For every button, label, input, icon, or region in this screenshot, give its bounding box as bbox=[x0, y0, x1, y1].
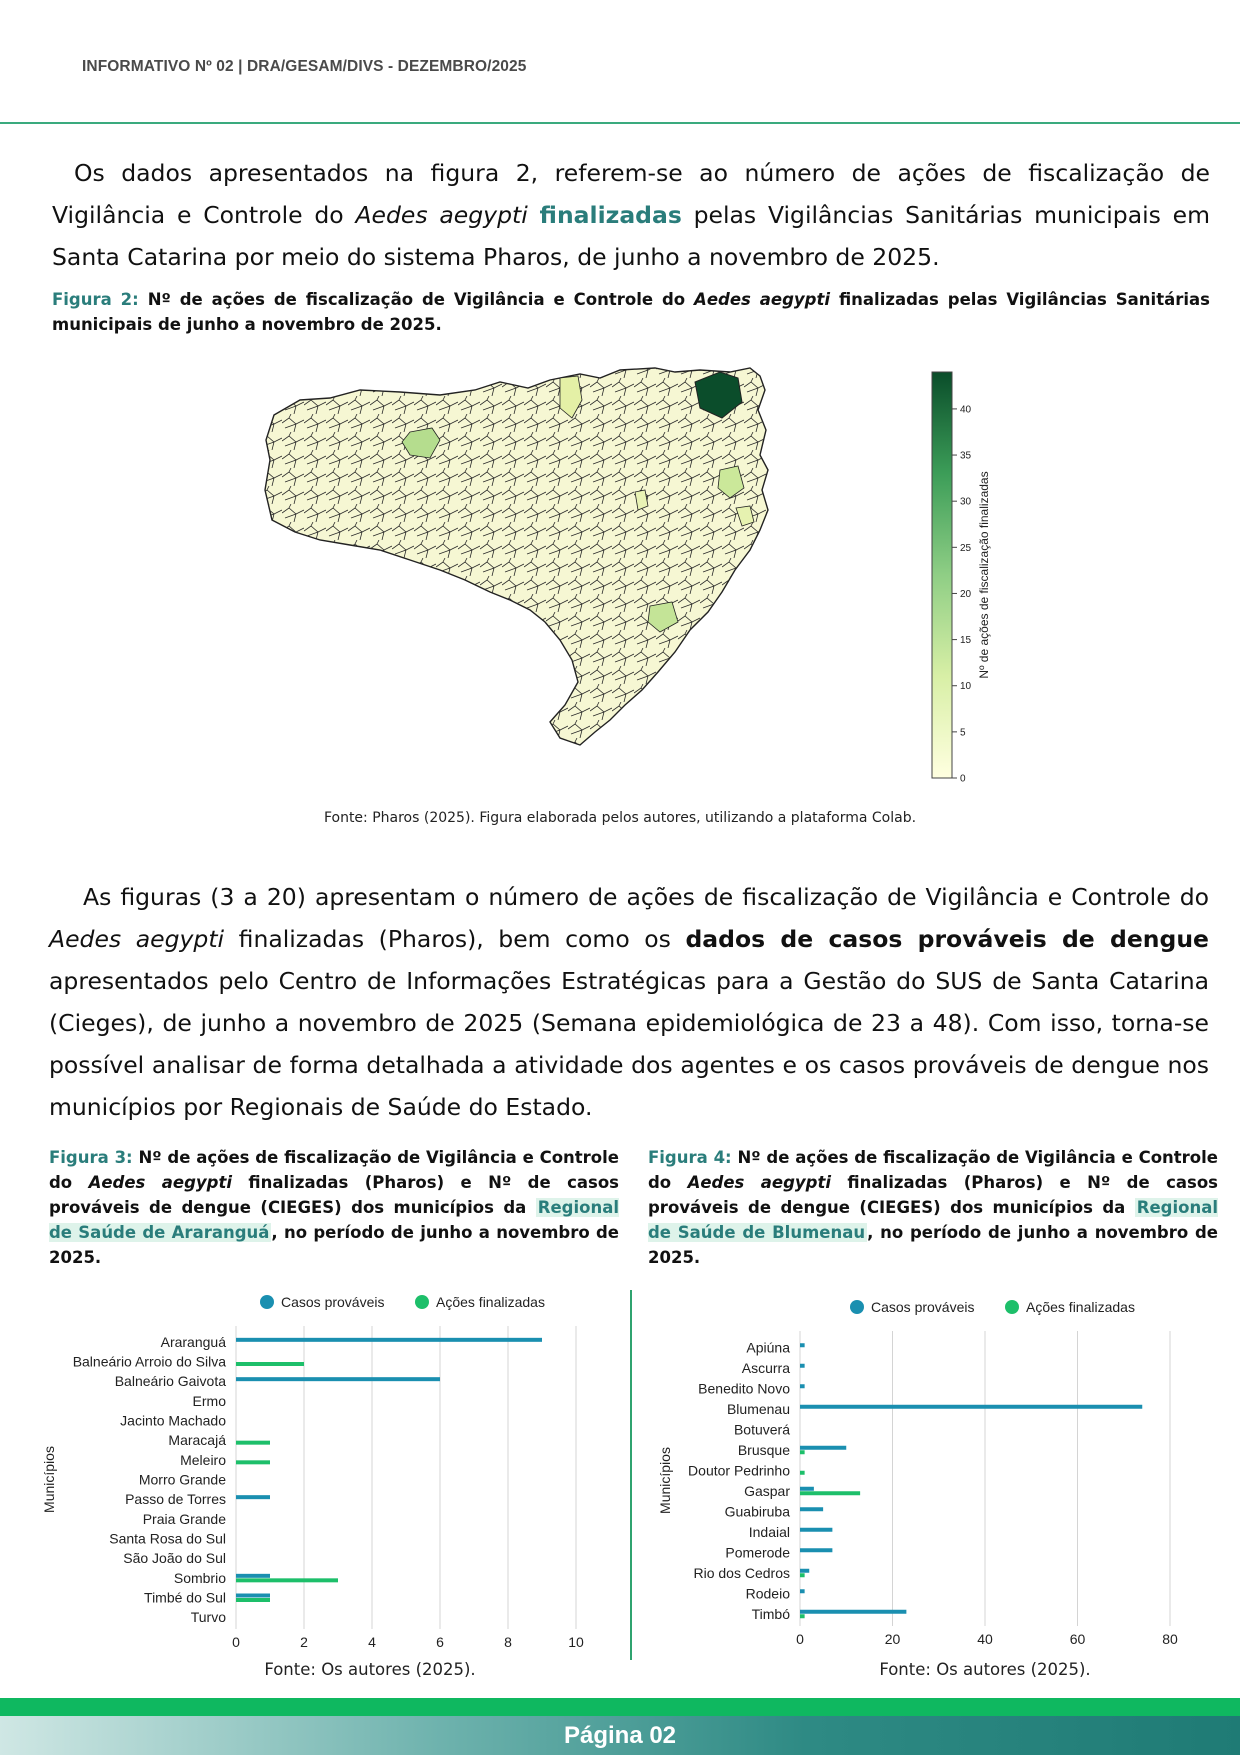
x-tick-label: 60 bbox=[1069, 1631, 1086, 1647]
bar bbox=[800, 1446, 846, 1450]
bar bbox=[800, 1450, 805, 1454]
colorbar-tick-label: 30 bbox=[960, 496, 972, 508]
legend-label: Casos prováveis bbox=[281, 1294, 385, 1310]
bar bbox=[800, 1471, 805, 1475]
footer-bar bbox=[0, 1716, 1240, 1755]
x-tick-label: 10 bbox=[568, 1634, 584, 1650]
colorbar-tick-label: 25 bbox=[960, 542, 972, 554]
category-label: Brusque bbox=[737, 1441, 790, 1458]
category-label: Guabiruba bbox=[724, 1503, 790, 1520]
figure2-text-b: finalizadas pelas Vigilâncias Sanitárias municipais de junho a novembro de 2025. bbox=[52, 290, 1210, 334]
figure4-text-a: Nº de ações de fiscalização de Vigilância e Controle do bbox=[648, 1148, 1218, 1192]
bar bbox=[236, 1598, 270, 1602]
bar bbox=[800, 1405, 1142, 1409]
colorbar-tick-label: 15 bbox=[960, 635, 972, 647]
para2-text-a: As figuras (3 a 20) apresentam o número de ações de fiscalização de Vigilância e Controle do bbox=[83, 883, 1209, 911]
bar bbox=[800, 1589, 805, 1593]
figure3-source: Fonte: Os autores (2025). bbox=[264, 1660, 476, 1679]
bar bbox=[800, 1614, 805, 1618]
category-label: Passo de Torres bbox=[125, 1491, 226, 1508]
colorbar-tick-label: 10 bbox=[960, 681, 972, 693]
legend-swatch bbox=[850, 1300, 864, 1314]
figure2-source: Fonte: Pharos (2025). Figura elaborada pelos autores, utilizando a plataforma Colab. bbox=[323, 810, 917, 826]
category-label: Meleiro bbox=[180, 1451, 226, 1468]
figure2-species: Aedes aegypti bbox=[694, 290, 831, 309]
bar bbox=[236, 1338, 542, 1342]
bar bbox=[236, 1460, 270, 1464]
category-label: Sombrio bbox=[173, 1569, 226, 1586]
para2-species: Aedes aegypti bbox=[49, 925, 225, 953]
figure3-species: Aedes aegypti bbox=[88, 1173, 233, 1192]
category-label: Ascurra bbox=[741, 1359, 790, 1376]
figure4-caption bbox=[648, 1145, 1218, 1270]
bar bbox=[800, 1610, 906, 1614]
legend-swatch bbox=[260, 1295, 274, 1309]
category-label: Maracajá bbox=[168, 1432, 226, 1449]
category-label: Gaspar bbox=[744, 1482, 790, 1499]
x-tick-label: 8 bbox=[504, 1634, 512, 1650]
colorbar-tick-label: 35 bbox=[960, 450, 972, 462]
bar bbox=[236, 1377, 440, 1381]
x-tick-label: 20 bbox=[884, 1631, 901, 1647]
bar bbox=[800, 1364, 805, 1368]
figure3-chart-svg bbox=[30, 1285, 620, 1660]
document-header: INFORMATIVO Nº 02 | DRA/GESAM/DIVS - DEZEMBRO/2025 bbox=[82, 58, 527, 75]
figure2-label: Figura 2: bbox=[52, 290, 139, 309]
x-tick-label: 40 bbox=[977, 1631, 993, 1647]
para2-text-c: apresentados pelo Centro de Informações Estratégicas para a Gestão do SUS de Santa Catarina (Cieges), de junho a novembro de 2025 (Semana epidemiológica de 23 a 48). Com isso, torna-se possível analisar de forma detalhada a atividade dos agentes e os casos prováveis de dengue nos municípios por Regionais de Saúde do Estado. bbox=[49, 967, 1209, 1121]
figure3-caption bbox=[49, 1145, 619, 1270]
colorbar-tick-label: 40 bbox=[960, 404, 972, 416]
colorbar-label: Nº de ações de fiscalização finalizadas bbox=[977, 471, 991, 679]
figure4-text-c: , no período de junho a novembro de 2025. bbox=[648, 1223, 1218, 1267]
intro-paragraph bbox=[52, 152, 1210, 278]
bar bbox=[800, 1548, 832, 1552]
colorbar-tick-label: 0 bbox=[960, 773, 966, 785]
figure3-text-a: Nº de ações de fiscalização de Vigilância e Controle do bbox=[49, 1148, 619, 1192]
legend-label: Casos prováveis bbox=[871, 1299, 975, 1315]
colorbar bbox=[932, 372, 952, 778]
header-divider bbox=[0, 122, 1240, 124]
bar bbox=[236, 1594, 270, 1598]
intro-species: Aedes aegypti bbox=[355, 201, 528, 229]
y-axis-label: Municípios bbox=[41, 1446, 57, 1513]
figure2-caption bbox=[52, 287, 1210, 337]
category-label: Jacinto Machado bbox=[120, 1412, 226, 1429]
category-label: Doutor Pedrinho bbox=[688, 1462, 790, 1479]
category-label: Botuverá bbox=[733, 1421, 790, 1438]
bar bbox=[800, 1569, 809, 1573]
category-label: Timbé do Sul bbox=[144, 1589, 226, 1606]
figure4-text-b: finalizadas (Pharos) e Nº de casos prováveis de dengue (CIEGES) dos municípios da bbox=[648, 1173, 1218, 1217]
figure4-chart bbox=[645, 1290, 1225, 1660]
x-tick-label: 80 bbox=[1162, 1631, 1178, 1647]
bar bbox=[800, 1491, 860, 1495]
figure4-source: Fonte: Os autores (2025). bbox=[879, 1660, 1091, 1679]
bar bbox=[236, 1495, 270, 1499]
intro-highlight: finalizadas bbox=[539, 201, 682, 229]
category-label: Rio dos Cedros bbox=[693, 1564, 790, 1581]
x-tick-label: 6 bbox=[436, 1634, 444, 1650]
x-tick-label: 2 bbox=[300, 1634, 308, 1650]
bar bbox=[800, 1507, 823, 1511]
santa-catarina-map-figure bbox=[260, 360, 1020, 800]
category-label: Blumenau bbox=[726, 1400, 790, 1417]
bar bbox=[800, 1573, 805, 1577]
bar bbox=[800, 1487, 814, 1491]
category-label: Morro Grande bbox=[138, 1471, 226, 1488]
figure4-label: Figura 4: bbox=[648, 1148, 732, 1167]
footer-accent-bar bbox=[0, 1698, 1240, 1716]
category-label: Apiúna bbox=[746, 1339, 790, 1356]
bar bbox=[800, 1384, 805, 1388]
category-label: Benedito Novo bbox=[698, 1380, 790, 1397]
category-label: Turvo bbox=[190, 1609, 226, 1626]
x-tick-label: 4 bbox=[368, 1634, 376, 1650]
figure4-chart-svg bbox=[645, 1290, 1225, 1660]
bar bbox=[236, 1441, 270, 1445]
colorbar-tick-label: 5 bbox=[960, 727, 966, 739]
legend-label: Ações finalizadas bbox=[1026, 1299, 1135, 1315]
figure3-text-b: finalizadas (Pharos) e Nº de casos prováveis de dengue (CIEGES) dos municípios da bbox=[49, 1173, 619, 1217]
para2-strong: dados de casos prováveis de dengue bbox=[685, 925, 1209, 953]
figure2-text-a: Nº de ações de fiscalização de Vigilância e Controle do bbox=[138, 290, 695, 309]
legend-swatch bbox=[1005, 1300, 1019, 1314]
category-label: Ermo bbox=[192, 1392, 226, 1409]
figure3-region: Regional de Saúde de Araranguá bbox=[49, 1198, 619, 1242]
legend-swatch bbox=[415, 1295, 429, 1309]
bar bbox=[800, 1343, 805, 1347]
category-label: São João do Sul bbox=[123, 1550, 226, 1567]
charts-divider bbox=[630, 1290, 632, 1660]
para2-text-b: finalizadas (Pharos), bem como os bbox=[224, 925, 686, 953]
category-label: Timbó bbox=[751, 1605, 790, 1622]
category-label: Araranguá bbox=[160, 1333, 226, 1350]
category-label: Praia Grande bbox=[142, 1510, 226, 1527]
figure4-species: Aedes aegypti bbox=[687, 1173, 832, 1192]
municipality-borders bbox=[265, 368, 768, 745]
bar bbox=[800, 1528, 832, 1532]
category-label: Indaial bbox=[748, 1523, 790, 1540]
category-label: Balneário Arroio do Silva bbox=[72, 1353, 226, 1370]
choropleth-map bbox=[260, 360, 1020, 800]
intro-text-a: Os dados apresentados na figura 2, referem-se ao número de ações de fiscalização de Vigilância e Controle do bbox=[52, 159, 1210, 229]
page-number: Página 02 bbox=[563, 1722, 677, 1749]
figure3-label: Figura 3: bbox=[49, 1148, 133, 1167]
x-tick-label: 0 bbox=[796, 1631, 804, 1647]
figure3-text-c: , no período de junho a novembro de 2025. bbox=[49, 1223, 619, 1267]
legend-label: Ações finalizadas bbox=[436, 1294, 545, 1310]
colorbar-tick-label: 20 bbox=[960, 588, 972, 600]
figure4-region: Regional de Saúde de Blumenau bbox=[648, 1198, 1218, 1242]
bar bbox=[236, 1578, 338, 1582]
x-tick-label: 0 bbox=[232, 1634, 240, 1650]
bar bbox=[236, 1362, 304, 1366]
category-label: Rodeio bbox=[745, 1585, 790, 1602]
category-label: Balneário Gaivota bbox=[114, 1373, 226, 1390]
category-label: Pomerode bbox=[725, 1544, 790, 1561]
bar bbox=[236, 1574, 270, 1578]
y-axis-label: Municípios bbox=[657, 1447, 673, 1514]
colorbar-ticks bbox=[952, 404, 972, 784]
analysis-paragraph bbox=[49, 876, 1209, 1128]
figure3-chart bbox=[30, 1285, 620, 1660]
intro-text-b: pelas Vigilâncias Sanitárias municipais em Santa Catarina por meio do sistema Pharos, de junho a novembro de 2025. bbox=[52, 201, 1211, 271]
category-label: Santa Rosa do Sul bbox=[109, 1530, 226, 1547]
